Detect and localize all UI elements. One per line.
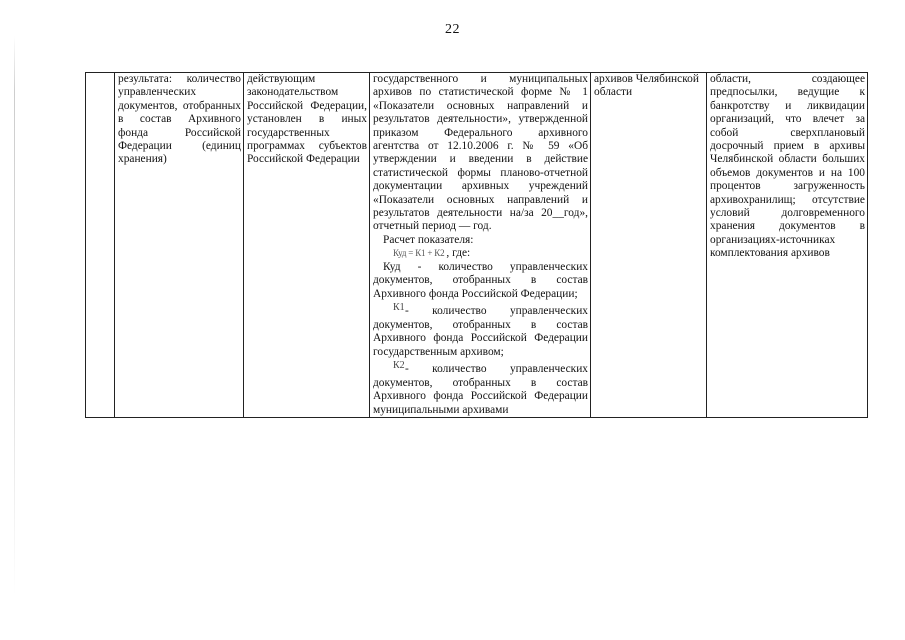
k2-symbol: К2 [393, 359, 405, 371]
methodology-intro: государственного и муниципальных архивов по статистической форме № 1 «Показатели основных направлений и результатов деятельности», утвержденной приказом Федерального архивного агентства от 12.10.2006 г. № 59 «Об утверждении и введении в действие статистической формы планово-отчетной документации архивных учреждений «Показатели основных направлений и результатов деятельности на/за 20__год», отчетный период — год. [373, 73, 588, 233]
basis-text: действующим законодательством Российской Федерации, установлен в иных государственных программах субъектов Российской Федерации [247, 73, 367, 166]
table-cell-indicator [115, 73, 244, 418]
responsible-text: архивов Челябинской области [594, 73, 699, 99]
definition-k1: - количество управленческих документов, отобранных в состав Архивного фонда Российской Федерации государственным архивом; [373, 305, 588, 358]
definition-kud: Куд - количество управленческих документов, отобранных в состав Архивного фонда Российской Федерации; [373, 260, 588, 300]
k1-symbol: К1 [393, 301, 405, 313]
table-cell-basis [244, 73, 370, 418]
formula-line [373, 247, 588, 260]
indicator-table [85, 72, 868, 418]
table-cell-responsible [591, 73, 707, 418]
scan-edge [14, 36, 15, 596]
page-number: 22 [445, 22, 460, 37]
formula: Куд = К1 + К2 [393, 248, 445, 259]
risks-text: области, создающее предпосылки, ведущие к банкротству и ликвидации организаций, что влечет за собой сверхплановый досрочный прием в архивы Челябинской области больших объемов документов и на 100 процентов загруженность архивохранилищ; отсутствие условий долговременного хранения документов в организациях-источниках комплектования архивов [710, 73, 865, 260]
table-row [86, 73, 868, 418]
table-cell-methodology [370, 73, 591, 418]
formula-suffix: , где: [446, 247, 471, 260]
definition-k2: - количество управленческих документов, отобранных в состав Архивного фонда Российской Федерации муниципальными архивами [373, 363, 588, 416]
calc-heading: Расчет показателя: [383, 233, 474, 246]
table-cell-risks [707, 73, 868, 418]
table-cell-number [86, 73, 115, 418]
indicator-text: результата: количество управленческих документов, отобранных в состав Архивного фонда Российской Федерации (единиц хранения) [118, 73, 241, 166]
